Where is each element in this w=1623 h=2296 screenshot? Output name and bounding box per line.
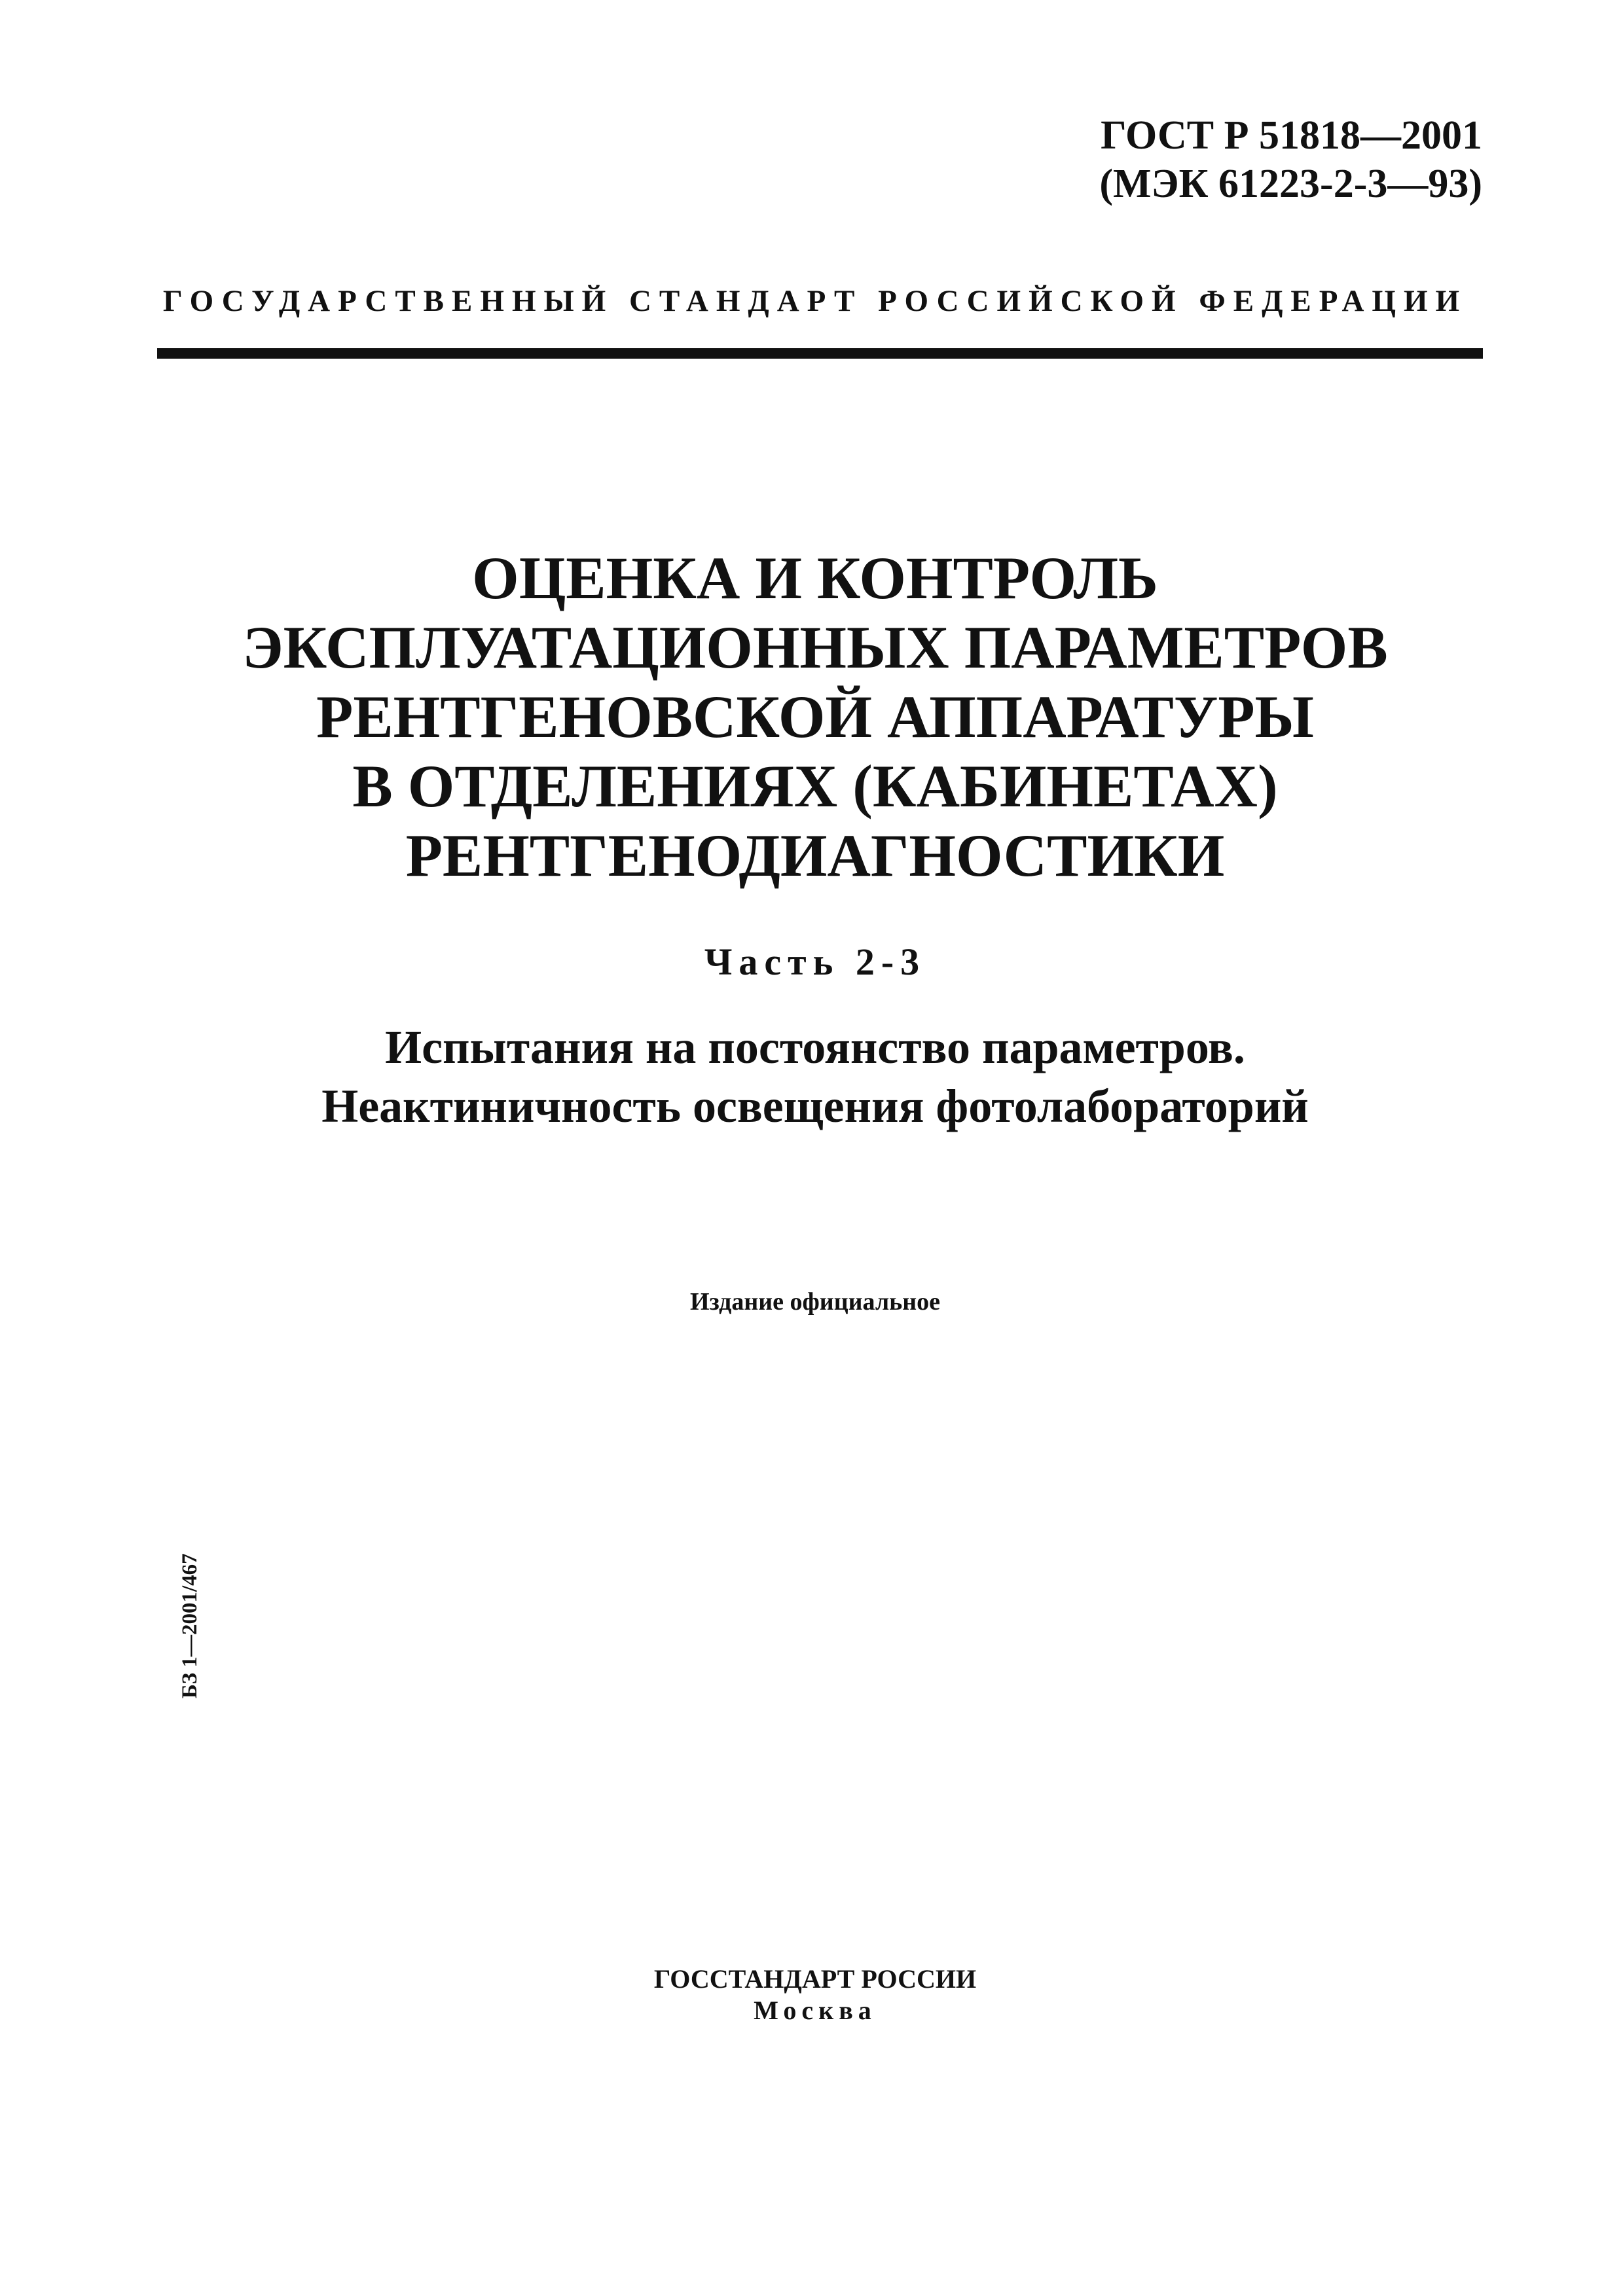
standard-designation xyxy=(1099,111,1482,208)
publisher-block xyxy=(157,1964,1473,2026)
title-line: ЭКСПЛУАТАЦИОННЫХ ПАРАМЕТРОВ xyxy=(242,614,1388,681)
title-line: В ОТДЕЛЕНИЯХ (КАБИНЕТАХ) xyxy=(352,753,1278,819)
subtitle-line: Неактиничность освещения фотолабораторий xyxy=(321,1080,1309,1132)
publisher-city: Москва xyxy=(754,1996,877,2025)
document-subtitle xyxy=(157,1018,1473,1136)
title-line: РЕНТГЕНОДИАГНОСТИКИ xyxy=(405,822,1225,889)
title-line: РЕНТГЕНОВСКОЙ АППАРАТУРЫ xyxy=(316,683,1314,750)
iec-equivalent: (МЭК 61223-2-3—93) xyxy=(1099,162,1482,206)
subtitle-line: Испытания на постоянство параметров. xyxy=(385,1021,1245,1073)
side-code: БЗ 1—2001/467 xyxy=(178,1553,202,1698)
document-title xyxy=(157,543,1473,890)
state-standard-heading: ГОСУДАРСТВЕННЫЙ СТАНДАРТ РОССИЙСКОЙ ФЕДЕРАЦИИ xyxy=(162,284,1468,318)
edition-note: Издание официальное xyxy=(689,1288,940,1316)
publisher-name: ГОССТАНДАРТ РОССИИ xyxy=(653,1964,977,1994)
title-line: ОЦЕНКА И КОНТРОЛЬ xyxy=(472,545,1158,611)
heading-rule xyxy=(157,348,1483,359)
part-label: Часть 2-3 xyxy=(704,941,926,983)
standard-number: ГОСТ Р 51818—2001 xyxy=(1101,113,1482,158)
